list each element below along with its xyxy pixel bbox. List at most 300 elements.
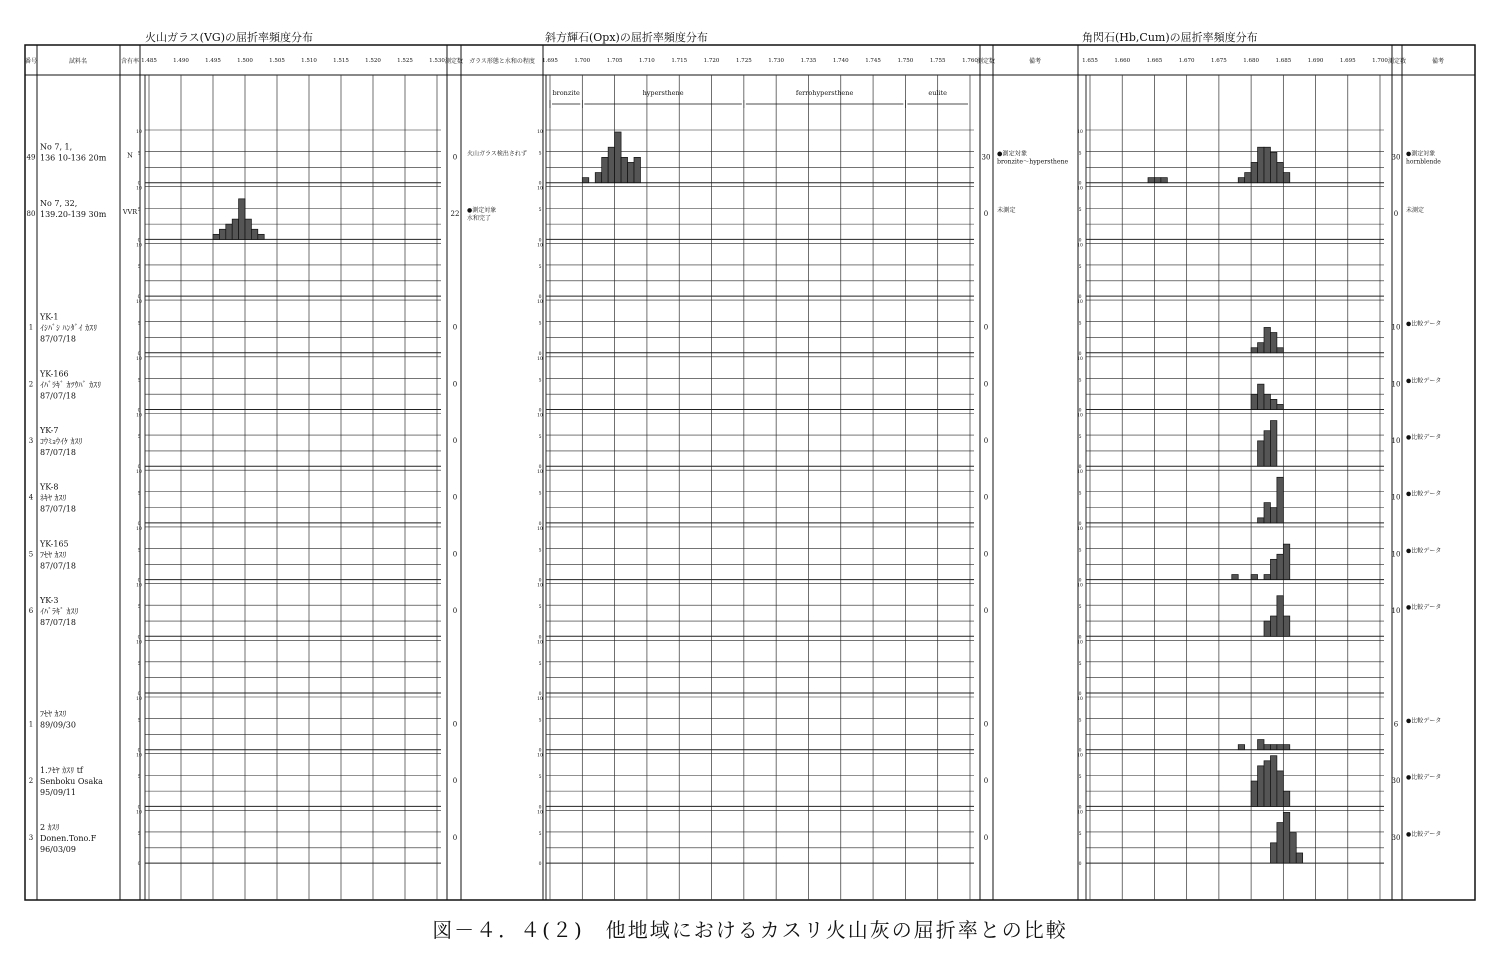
header-glass_note: ガラス形態と水和の程度 [469,58,535,65]
hb-count: 6 [1393,720,1399,729]
sample-name-line: ｲﾊﾞﾗｷﾞ ｶｽﾘ [40,607,79,617]
tick-label-hb: 1.690 [1307,58,1324,64]
scale-label: 5 [538,548,542,554]
scale-label: 5 [137,775,141,781]
histogram-bar [213,234,219,239]
opx-count: 0 [983,550,989,559]
tick-label-hb: 1.685 [1275,58,1292,64]
tick-label-hb: 1.655 [1082,58,1098,64]
scale-label: 0 [1078,181,1082,187]
scale-label: 10 [136,526,142,532]
histogram-bar [1238,178,1244,183]
histogram-bar [1270,399,1276,409]
tick-label-hb: 1.670 [1178,58,1195,64]
histogram-bar [1258,766,1264,807]
histogram-bar [615,132,621,183]
histogram-bar [1270,508,1276,523]
table-row [27,129,1442,187]
scale-label: 5 [137,661,141,667]
scale-label: 10 [1077,300,1083,306]
histogram-bar [1264,503,1270,523]
scale-label: 0 [1078,238,1082,244]
scale-label: 10 [1077,753,1083,759]
scale-label: 10 [537,130,543,135]
opx-remark: 未測定 [997,207,1016,215]
sample-name-line: 2 ｶｽﾘ [40,822,60,832]
scale-label: 10 [537,186,543,192]
range-label-bronzite: bronzite [552,89,580,97]
scale-label: 0 [137,408,141,414]
scale-label: 10 [537,640,543,646]
tick-label-vg: 1.495 [205,58,221,64]
vg-count: 0 [452,833,458,842]
opx-count: 0 [983,323,989,332]
histogram-bar [1270,333,1276,353]
tick-label-vg: 1.485 [141,58,157,64]
scale-label: 5 [1078,775,1082,781]
section-title-vg: 火山ガラス(VG)の屈折率頻度分布 [145,31,313,44]
opx-count: 0 [983,777,989,786]
opx-count: 0 [983,493,989,502]
sample-name-line: 87/07/18 [40,448,76,458]
sample-name-line: No 7, 1, [40,142,73,152]
histogram-bar [1264,394,1270,409]
scale-label: 0 [1078,465,1082,471]
histogram-bar [1258,343,1264,353]
sample-name-line: 87/07/18 [40,561,76,571]
opx-count: 30 [981,153,991,162]
vg-count: 0 [452,437,458,446]
sample-number: 3 [28,833,34,842]
histogram-bar [239,199,245,240]
sample-number: 2 [28,380,34,389]
sample-name-line: ｺｳﾐｮｳｲｹ ｶｽﾘ [40,437,83,447]
tick-label-vg: 1.530 [429,58,445,64]
scale-label: 0 [538,408,542,414]
scale-label: 0 [1078,408,1082,414]
sample-number: 2 [28,777,34,786]
histogram-bar [1258,441,1264,466]
scale-label: 0 [137,635,141,641]
vg-count: 0 [452,777,458,786]
scale-label: 5 [538,378,542,384]
scale-label: 0 [1078,748,1082,754]
histogram-bar [232,219,238,239]
scale-label: 0 [1078,521,1082,527]
scale-label: 5 [538,775,542,781]
scale-label: 10 [136,753,142,759]
scale-label: 10 [136,186,142,192]
hb-remark: ●比較データ [1406,434,1442,442]
scale-label: 10 [136,413,142,419]
scale-label: 5 [538,661,542,667]
sample-name-line: YK-165 [40,539,69,549]
tick-label-hb: 1.695 [1339,58,1356,64]
sample-name-line: 87/07/18 [40,334,76,344]
hb-remark: ●比較データ [1406,377,1442,385]
scale-label: 0 [538,351,542,357]
header-content: 含有率 [120,58,140,65]
vg-count: 0 [452,493,458,502]
hb-count: 10 [1391,437,1401,446]
vg-count: 0 [452,153,458,162]
scale-label: 5 [538,435,542,441]
scale-label: 10 [136,810,142,816]
tick-label-vg: 1.500 [237,58,253,64]
hb-remark: ●比較データ [1406,604,1442,612]
sample-number: 80 [26,210,36,219]
tick-label-opx: 1.735 [800,58,817,64]
sample-number: 1 [28,720,34,729]
scale-label: 0 [538,862,542,868]
histogram-bar [1258,518,1264,523]
histogram-bar [1251,781,1257,806]
header-count_vg: 測定数 [444,58,464,65]
table-row [29,299,1441,357]
sample-name-line: ﾈｷﾔ ｶｽﾘ [40,493,67,503]
histogram-bar [1232,575,1238,580]
scale-label: 5 [137,435,141,441]
scale-label: 10 [1077,413,1083,419]
scale-label: 5 [1078,605,1082,611]
sample-name-line: YK-7 [40,426,59,436]
scale-label: 0 [137,238,141,244]
histogram-bar [1283,791,1289,806]
histogram-bar [1264,575,1270,580]
histogram-bar [1264,761,1270,807]
histogram-bar [1270,756,1276,807]
scale-label: 0 [1078,692,1082,697]
scale-label: 10 [537,697,543,702]
scale-label: 10 [136,356,142,362]
histogram-bar [1245,173,1251,183]
table-row [136,242,1384,300]
histogram-bar [226,224,232,239]
hb-count: 10 [1391,607,1401,616]
hb-remark: ●比較データ [1406,774,1442,782]
scale-label: 0 [137,465,141,471]
table-rows [27,129,1442,867]
tick-label-vg: 1.490 [173,58,189,64]
histogram-bar [1264,431,1270,466]
histogram-bar [251,229,257,239]
sample-name-line: 136 10-136 20m [40,153,107,163]
hb-count: 30 [1391,833,1401,842]
histogram-bar [1264,621,1270,636]
sample-number: 49 [26,153,36,162]
scale-label: 5 [1078,491,1082,497]
histogram-bar [1277,554,1283,579]
tick-label-opx: 1.720 [703,58,720,64]
histogram-bar [582,178,588,183]
scale-label: 0 [1078,862,1082,868]
scale-label: 10 [537,526,543,532]
scale-label: 10 [136,583,142,589]
histogram-bar [1264,745,1270,750]
scale-label: 0 [538,238,542,244]
scale-label: 0 [538,692,542,697]
scale-label: 5 [137,264,141,270]
scale-label: 10 [537,300,543,306]
hb-remark: 未測定 [1406,207,1425,215]
scale-label: 10 [1077,186,1083,192]
tick-label-opx: 1.715 [671,58,688,64]
scale-label: 0 [1078,295,1082,301]
range-label-hypersthene: hypersthene [642,89,684,97]
scale-label: 0 [538,521,542,527]
histogram-bar [1238,745,1244,750]
scale-label: 5 [1078,718,1082,724]
scale-label: 5 [1078,435,1082,441]
header-sample_no: 番号 [24,58,38,65]
scale-label: 0 [538,635,542,641]
tick-label-hb: 1.700 [1372,58,1388,64]
hb-count: 10 [1391,380,1401,389]
tick-label-hb: 1.680 [1243,58,1259,64]
histogram-bar [1283,173,1289,183]
opx-count: 0 [983,380,989,389]
histogram-bar [628,162,634,182]
histogram-bar [634,157,640,182]
sample-name-line: 87/07/18 [40,504,76,514]
scale-label: 0 [137,805,141,811]
histogram-bar [1296,853,1302,863]
tick-label-opx: 1.755 [929,58,946,64]
tick-label-opx: 1.705 [606,58,623,64]
scale-label: 5 [137,208,141,214]
sample-name-line: YK-166 [40,369,69,379]
scale-label: 10 [136,470,142,476]
histogram-bar [1283,745,1289,750]
scale-label: 5 [538,491,542,497]
sample-name-line: Senboku Osaka [40,777,103,787]
range-label-ferrohypersthene: ferrohypersthene [795,89,854,97]
histogram-bar [1258,740,1264,750]
scale-label: 5 [137,548,141,554]
sample-name-line: YK-1 [40,312,59,322]
hb-count: 10 [1391,493,1401,502]
header-sample_name: 試料名 [68,58,88,65]
histogram-bar [1283,544,1289,579]
scale-label: 5 [538,605,542,611]
section-title-hb: 角閃石(Hb,Cum)の屈折率頻度分布 [1082,31,1258,44]
histogram-bar [245,219,251,239]
content-value: VVR [122,208,138,217]
header-remarks_opx: 備考 [1028,58,1042,65]
scale-label: 10 [537,413,543,419]
sample-name-line: 87/07/18 [40,391,76,401]
opx-count: 0 [983,607,989,616]
scale-label: 10 [537,583,543,589]
hb-count: 10 [1391,323,1401,332]
sample-name-line: 139.20-139 30m [40,210,107,220]
hb-count: 0 [1393,210,1399,219]
scale-label: 5 [137,605,141,611]
section-title-opx: 斜方輝石(Opx)の屈折率頻度分布 [545,31,708,44]
scale-label: 10 [1077,810,1083,816]
sample-name-line: No 7, 32, [40,199,78,209]
table-row [29,469,1441,527]
scale-label: 10 [136,697,142,702]
hb-count: 30 [1391,153,1401,162]
histogram-bar [1290,833,1296,863]
tick-label-opx: 1.760 [962,58,978,64]
tick-label-opx: 1.730 [768,58,785,64]
scale-label: 0 [1078,805,1082,811]
scale-label: 10 [136,640,142,646]
histogram-bar [1277,348,1283,353]
sample-name-line: ﾌｾﾔ ｶｽﾘ [40,709,67,719]
tick-label-vg: 1.505 [269,58,285,64]
scale-label: 5 [1078,264,1082,270]
sample-name-line: YK-3 [40,596,59,606]
scale-label: 5 [137,718,141,724]
tick-label-opx: 1.725 [735,58,752,64]
histogram-bar [1283,812,1289,863]
tick-label-vg: 1.515 [333,58,349,64]
opx-count: 0 [983,437,989,446]
figure-caption: 図－４．４(２) 他地域におけるカスリ火山灰の屈折率との比較 [432,918,1068,942]
histogram-bar [608,147,614,182]
scale-label: 10 [1077,470,1083,476]
scale-label: 0 [1078,635,1082,641]
table-row [29,753,1441,811]
tick-label-opx: 1.745 [865,58,881,64]
scale-label: 0 [1078,578,1082,584]
sample-name-line: Donen.Tono.F [40,833,97,843]
scale-label: 5 [137,378,141,384]
header-count_hb: 測定数 [1387,58,1407,65]
tick-label-opx: 1.700 [574,58,591,64]
tick-label-hb: 1.660 [1114,58,1131,64]
header-remarks_hb: 備考 [1431,58,1445,65]
histogram-bar [1270,559,1276,579]
histogram-bar [595,173,601,183]
scale-label: 0 [538,181,542,187]
sample-number: 4 [28,493,34,502]
histogram-bar [1270,745,1276,750]
scale-label: 10 [1077,640,1083,646]
tick-label-vg: 1.510 [301,58,317,64]
scale-label: 5 [1078,321,1082,327]
scale-label: 10 [1077,526,1083,532]
vg-count: 0 [452,607,458,616]
histogram-bar [1264,327,1270,352]
scale-label: 0 [538,465,542,471]
tick-label-hb: 1.665 [1146,58,1163,64]
scale-label: 10 [537,810,543,816]
scale-label: 0 [538,748,542,754]
table-row [136,639,1384,697]
scale-label: 10 [1077,697,1083,702]
scale-label: 5 [137,151,141,157]
vg-count: 0 [452,550,458,559]
histogram-bar [1283,616,1289,636]
hb-count: 10 [1391,550,1401,559]
table-row [29,583,1441,641]
histogram-bar [1258,384,1264,409]
histogram-bar [1148,178,1154,183]
scale-label: 10 [1077,356,1083,362]
hb-remark: ●測定対象 [1406,150,1436,158]
scale-label: 10 [1077,130,1083,135]
scale-label: 5 [538,718,542,724]
tick-label-opx: 1.740 [832,58,849,64]
table-row [29,526,1441,584]
scale-label: 0 [538,805,542,811]
tick-label-vg: 1.525 [397,58,413,64]
range-label-eulite: eulite [928,89,948,97]
sample-name-line: 87/07/18 [40,618,76,628]
vg-count: 0 [452,323,458,332]
glass-note: ●測定対象 [467,207,497,215]
histogram-bar [1277,404,1283,409]
scale-label: 0 [137,181,141,187]
scale-label: 0 [137,692,141,697]
hb-remark: hornblende [1406,158,1441,166]
table-row [29,413,1441,471]
histogram-bar [1277,596,1283,637]
sample-name-line: 1.ﾌｾﾔ ｶｽﾘ tf [40,766,83,776]
histogram-bar [1264,147,1270,182]
vg-count: 0 [452,720,458,729]
scale-label: 5 [538,264,542,270]
hb-remark: ●比較データ [1406,320,1442,328]
vg-count: 0 [452,380,458,389]
glass-note: 水和完了 [467,215,492,223]
hb-remark: ●比較データ [1406,717,1442,725]
scale-label: 10 [537,470,543,476]
scale-label: 5 [1078,661,1082,667]
scale-label: 5 [137,321,141,327]
opx-count: 0 [983,720,989,729]
sample-number: 5 [28,550,34,559]
histogram-bar [1270,616,1276,636]
histogram-bar [602,157,608,182]
tick-label-vg: 1.520 [365,58,381,64]
tick-label-opx: 1.710 [639,58,655,64]
table-headers [25,30,1444,108]
histogram-bar [1251,162,1257,182]
scale-label: 10 [1077,583,1083,589]
table-row [27,186,1424,244]
scale-label: 5 [137,831,141,837]
scale-label: 5 [1078,548,1082,554]
histogram-bar [1258,147,1264,182]
scale-label: 5 [538,321,542,327]
sample-name-line: ｲｼﾊﾞｼ ﾊﾝﾀﾞｲ ｶｽﾘ [40,323,98,333]
hb-count: 30 [1391,777,1401,786]
tick-label-opx: 1.750 [897,58,914,64]
hb-remark: ●比較データ [1406,490,1442,498]
sample-number: 3 [28,437,34,446]
histogram-bar [1161,178,1167,183]
scale-label: 5 [1078,208,1082,214]
sample-name-line: YK-8 [40,482,59,492]
scale-label: 10 [1077,243,1083,249]
opx-count: 0 [983,210,989,219]
histogram-bar [1251,394,1257,409]
vg-count: 22 [450,210,460,219]
scale-label: 5 [1078,378,1082,384]
table-row [29,356,1441,414]
histogram-bar [1270,843,1276,863]
scale-label: 10 [537,243,543,249]
scale-label: 10 [537,356,543,362]
scale-label: 0 [1078,351,1082,357]
opx-remark: ●測定対象 [997,150,1028,158]
sample-name-line: 89/09/30 [40,720,76,730]
